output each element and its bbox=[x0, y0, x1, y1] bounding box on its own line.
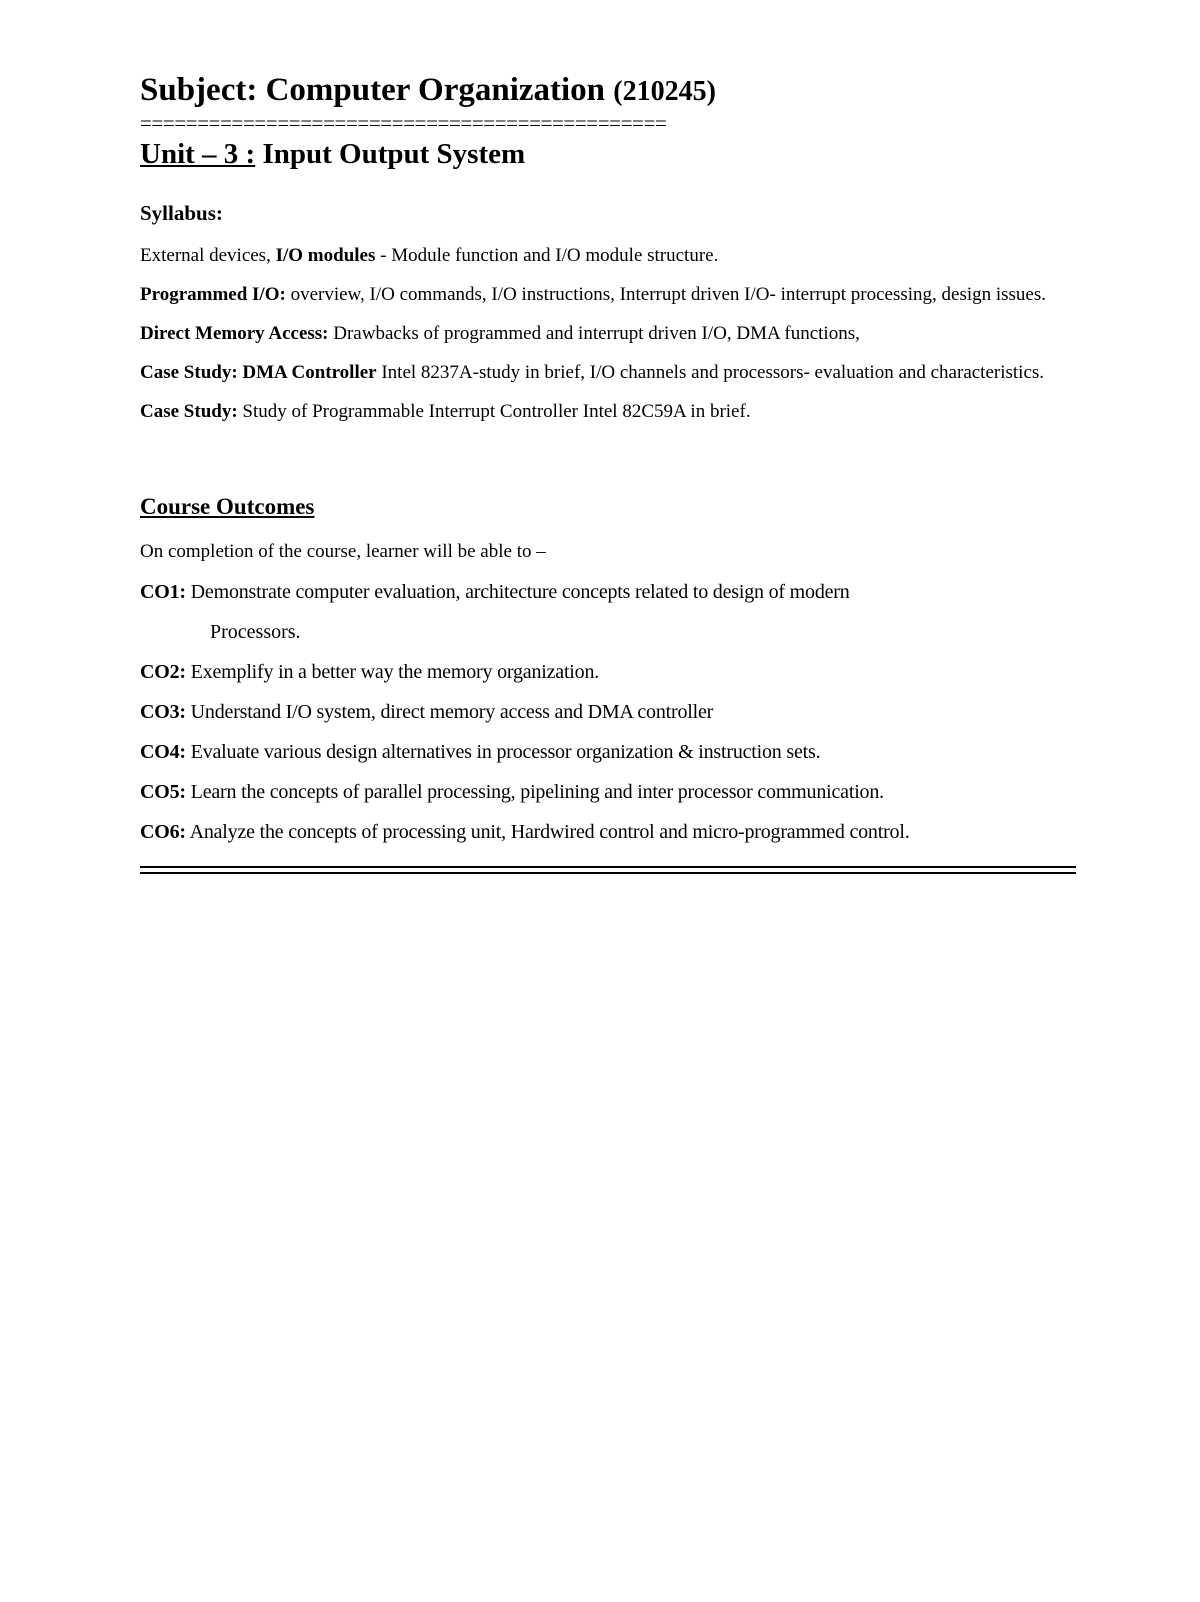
outcome-text: Evaluate various design alternatives in processor organization & instruction sets. bbox=[185, 741, 821, 763]
syllabus-case-study-dma bbox=[140, 353, 1076, 392]
outcome-code: CO4: bbox=[140, 741, 186, 763]
syllabus-heading: Syllabus: bbox=[140, 201, 223, 225]
outcome-code: CO1: bbox=[140, 581, 186, 603]
double-rule-divider bbox=[140, 866, 1076, 874]
unit-name: Input Output System bbox=[255, 138, 526, 170]
syllabus-bold-term: Direct Memory Access: bbox=[140, 323, 329, 344]
outcome-text: Exemplify in a better way the memory organization. bbox=[185, 661, 600, 683]
outcome-item bbox=[140, 572, 1076, 612]
syllabus-external-devices bbox=[140, 236, 1076, 275]
outcome-code: CO2: bbox=[140, 661, 186, 683]
subject-title bbox=[140, 68, 1076, 114]
syllabus-text: Drawbacks of programmed and interrupt driven I/O, DMA functions, bbox=[328, 323, 860, 344]
syllabus-text: - Module function and I/O module structure. bbox=[375, 245, 719, 266]
outcome-item bbox=[140, 812, 1076, 852]
outcome-item bbox=[140, 772, 1076, 812]
outcome-text: Analyze the concepts of processing unit, Hardwired control and micro-programmed control. bbox=[185, 821, 910, 843]
document-page bbox=[140, 68, 1076, 874]
outcome-code: CO5: bbox=[140, 781, 186, 803]
outcome-item bbox=[140, 652, 1076, 692]
outcome-text: Demonstrate computer evaluation, architecture concepts related to design of modern bbox=[185, 581, 850, 603]
syllabus-bold-term: Case Study: bbox=[140, 401, 238, 422]
subject-label: Subject: Computer Organization bbox=[140, 72, 614, 108]
course-outcomes-intro: On completion of the course, learner will be able to – bbox=[140, 541, 546, 562]
syllabus-bold-term: I/O modules bbox=[275, 245, 376, 266]
unit-label: Unit – 3 : bbox=[140, 138, 256, 170]
outcome-code: CO3: bbox=[140, 701, 186, 723]
outcome-continuation: Processors. bbox=[210, 621, 301, 643]
syllabus-bold-term: Case Study: DMA Controller bbox=[140, 362, 377, 383]
syllabus-bold-term: Programmed I/O: bbox=[140, 284, 286, 305]
subject-code: (210245) bbox=[613, 76, 716, 107]
outcome-item bbox=[140, 692, 1076, 732]
outcome-item bbox=[140, 732, 1076, 772]
outcome-text: Learn the concepts of parallel processing, pipelining and inter processor communication. bbox=[185, 781, 884, 803]
syllabus-dma bbox=[140, 314, 1076, 353]
syllabus-text: overview, I/O commands, I/O instructions, Interrupt driven I/O- interrupt processing, design issues. bbox=[285, 284, 1047, 305]
course-outcomes-heading: Course Outcomes bbox=[140, 494, 315, 519]
syllabus-programmed-io bbox=[140, 275, 1076, 314]
equals-rule: ============================================== bbox=[140, 116, 667, 130]
syllabus-list bbox=[140, 236, 1076, 431]
syllabus-case-study-pic bbox=[140, 392, 1076, 431]
syllabus-text: Intel 8237A-study in brief, I/O channels and processors- evaluation and characteristics. bbox=[376, 362, 1045, 383]
syllabus-text: External devices, bbox=[140, 245, 276, 266]
syllabus-text: Study of Programmable Interrupt Controller Intel 82C59A in brief. bbox=[237, 401, 751, 422]
course-outcomes-list bbox=[140, 572, 1076, 852]
unit-title bbox=[140, 134, 1076, 174]
outcome-text: Understand I/O system, direct memory access and DMA controller bbox=[185, 701, 714, 723]
outcome-code: CO6: bbox=[140, 821, 186, 843]
